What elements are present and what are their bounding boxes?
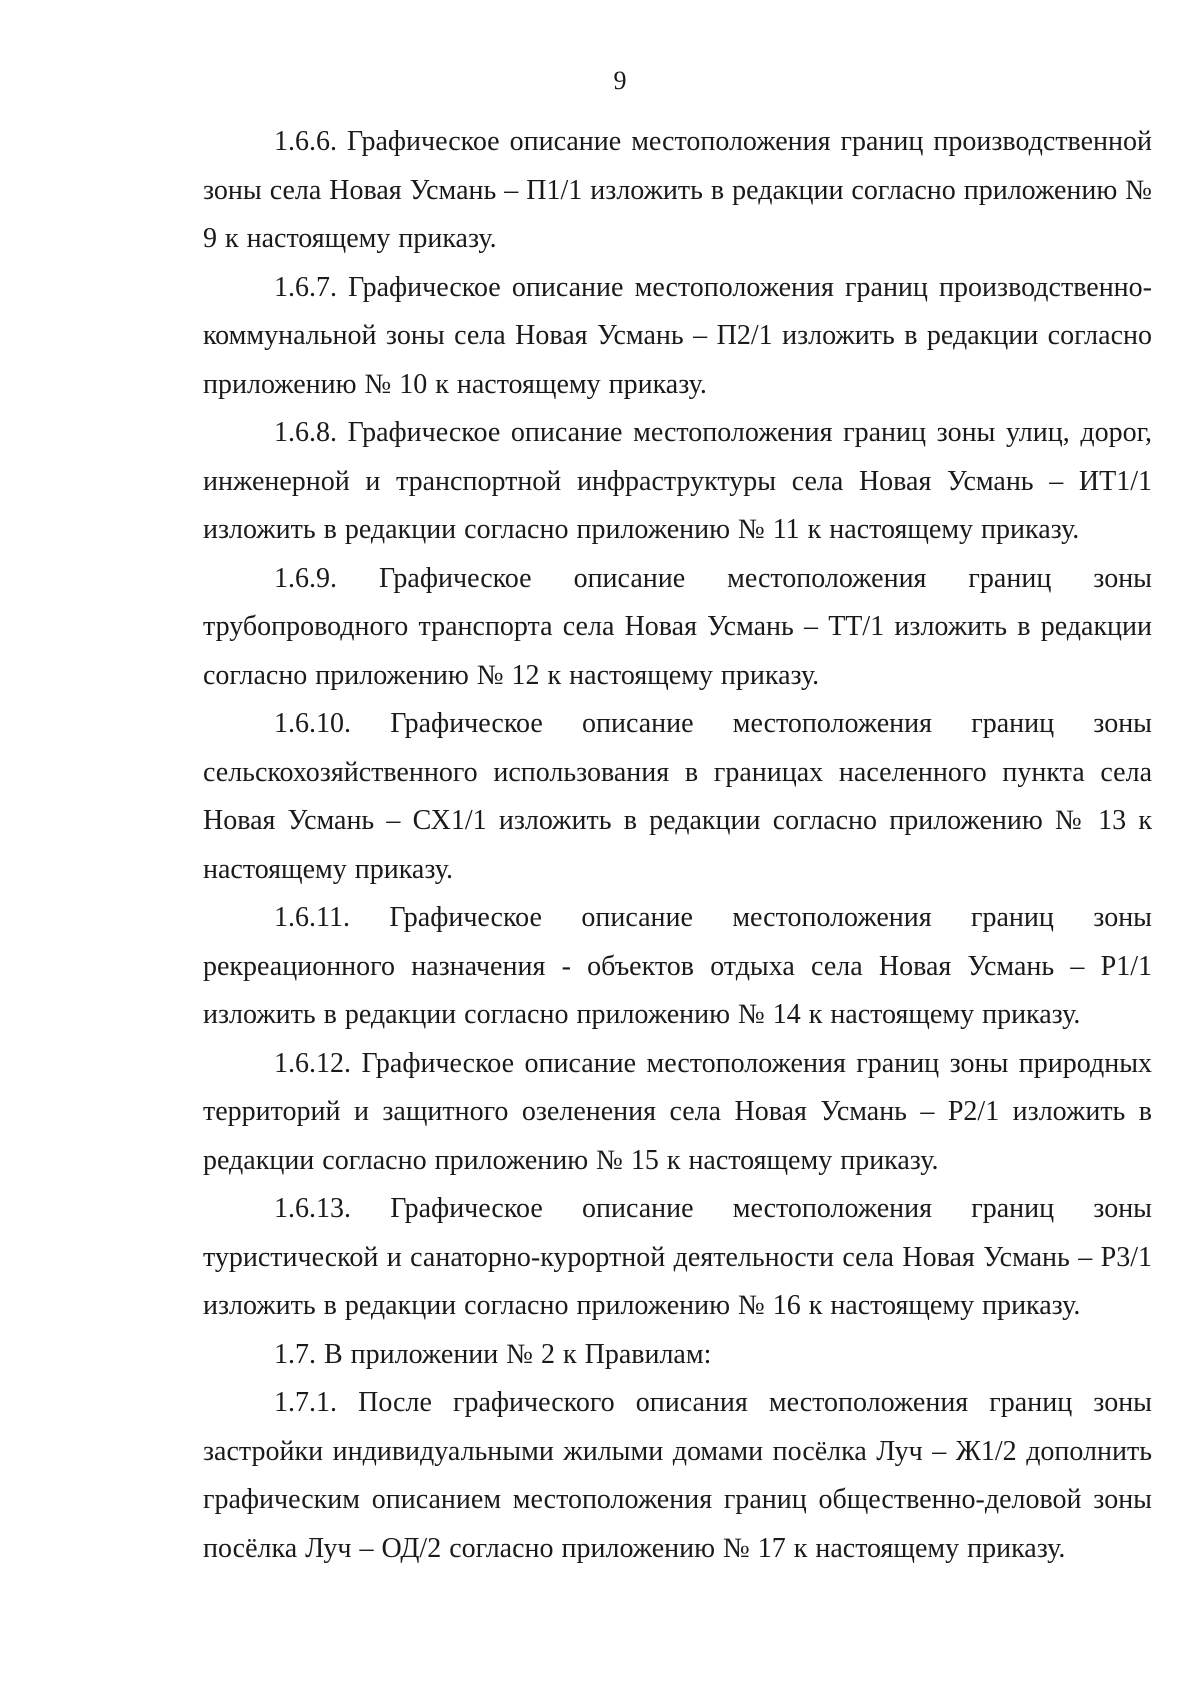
document-body	[203, 118, 1152, 1573]
paragraph-1-6-11: 1.6.11. Графическое описание местоположения границ зоны рекреационного назначения - объектов отдыха села Новая Усмань – Р1/1 изложить в редакции согласно приложению № 14 к настоящему приказу.	[203, 902, 1152, 1030]
paragraph-1-6-6: 1.6.6. Графическое описание местоположения границ производственной зоны села Новая Усмань – П1/1 изложить в редакции согласно приложению № 9 к настоящему приказу.	[203, 126, 1152, 254]
paragraph-1-6-8: 1.6.8. Графическое описание местоположения границ зоны улиц, дорог, инженерной и транспортной инфраструктуры села Новая Усмань – ИТ1/1 изложить в редакции согласно приложению № 11 к настоящему приказу.	[203, 417, 1152, 545]
paragraph-1-6-12: 1.6.12. Графическое описание местоположения границ зоны природных территорий и защитного озеленения села Новая Усмань – Р2/1 изложить в редакции согласно приложению № 15 к настоящему приказу.	[203, 1047, 1152, 1176]
paragraph-1-6-9: 1.6.9. Графическое описание местоположения границ зоны трубопроводного транспорта села Новая Усмань – ТТ/1 изложить в редакции согласно приложению № 12 к настоящему приказу.	[203, 562, 1152, 691]
paragraph-1-6-13: 1.6.13. Графическое описание местоположения границ зоны туристической и санаторно-курортной деятельности села Новая Усмань – Р3/1 изложить в редакции согласно приложению № 16 к настоящему приказу.	[203, 1193, 1152, 1321]
page-number: 9	[613, 66, 627, 95]
paragraph-1-7: 1.7. В приложении № 2 к Правилам:	[274, 1338, 712, 1370]
paragraph-1-7-1: 1.7.1. После графического описания местоположения границ зоны застройки индивидуальными жилыми домами посёлка Луч – Ж1/2 дополнить графическим описанием местоположения границ общественно-деловой зоны посёлка Луч – ОД/2 согласно приложению № 17 к настоящему приказу.	[203, 1387, 1152, 1564]
paragraph-1-6-7: 1.6.7. Графическое описание местоположения границ производственно-коммунальной зоны села Новая Усмань – П2/1 изложить в редакции согласно приложению № 10 к настоящему приказу.	[203, 271, 1152, 400]
paragraph-1-6-10: 1.6.10. Графическое описание местоположения границ зоны сельскохозяйственного использования в границах населенного пункта села Новая Усмань – СХ1/1 изложить в редакции согласно приложению № 13 к настоящему приказу.	[203, 708, 1152, 885]
